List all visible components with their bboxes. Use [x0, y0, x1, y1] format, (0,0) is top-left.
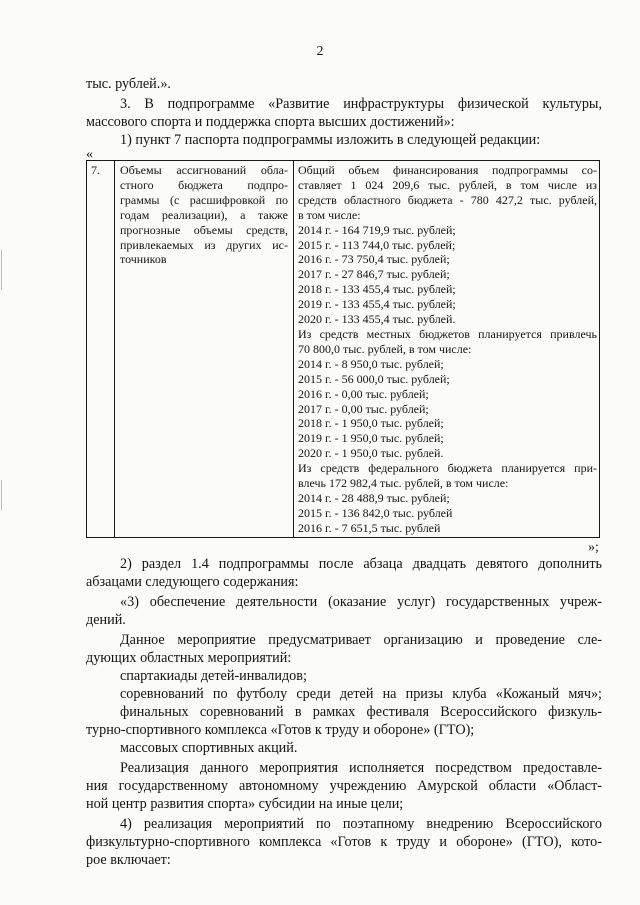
body-line: спартакиады детей-инвалидов; — [120, 668, 307, 684]
body-line: соревнований по футболу среди детей на призы клуба «Кожаный мяч»; — [120, 686, 602, 702]
content-line: 2017 г. - 27 846,7 тыс. рублей; — [298, 267, 450, 282]
scan-edge-mark — [1, 250, 2, 290]
content-line: 2015 г. - 56 000,0 тыс. рублей; — [298, 371, 450, 386]
open-quote: « — [86, 147, 93, 162]
body-line: 4) реализация мероприятий по поэтапному внедрению Всероссийского — [120, 816, 602, 832]
label-line: годам реализации), а также — [120, 207, 288, 222]
body-line: финальных соревнований в рамках фестиваля Всероссийского физкуль- — [120, 704, 602, 720]
close-quote: »; — [588, 540, 599, 555]
body-line: ной центр развития спорта» субсидии на иные цели; — [86, 796, 404, 812]
content-line: 2014 г. - 28 488,9 тыс. рублей; — [298, 490, 450, 505]
body-line: «3) обеспечение деятельности (оказание услуг) государственных учреж- — [120, 594, 602, 610]
label-line: граммы (с расшифровкой по — [120, 192, 288, 207]
label-line: точников — [120, 252, 167, 267]
passport-table — [86, 160, 600, 538]
body-line: турно-спортивного комплекса «Готов к труду и обороне» (ГТО); — [86, 722, 475, 738]
body-line: ния государственному автономному учреждению Амурской области «Област- — [86, 778, 602, 794]
table-row-number: 7. — [91, 163, 100, 177]
text-line: массового спорта и поддержка спорта высших достижений»: — [86, 114, 455, 130]
body-line: дующих областных мероприятий: — [86, 650, 292, 666]
body-line: дений. — [86, 612, 126, 628]
content-line: 2016 г. - 0,00 тыс. рублей; — [298, 386, 429, 401]
label-line: стного бюджета подпро- — [120, 177, 288, 192]
content-line: 2015 г. - 136 842,0 тыс. рублей — [298, 505, 453, 520]
body-line: Данное мероприятие предусматривает организацию и проведение сле- — [120, 632, 602, 648]
text-line: 3. В подпрограмме «Развитие инфраструктуры физической культуры, — [120, 96, 602, 112]
content-line: 70 800,0 тыс. рублей, в том числе: — [298, 341, 472, 356]
content-line: влечь 172 982,4 тыс. рублей, в том числе: — [298, 476, 509, 491]
body-line: физкультурно-спортивного комплекса «Готов к труду и обороне» (ГТО), кото- — [86, 834, 602, 850]
content-line: средств областного бюджета - 780 427,2 тыс. рублей, — [298, 192, 597, 207]
content-line: 2017 г. - 0,00 тыс. рублей; — [298, 401, 429, 416]
body-line: 2) раздел 1.4 подпрограммы после абзаца двадцать девятого дополнить — [120, 556, 602, 572]
table-content-cell — [298, 163, 597, 536]
content-line: 2018 г. - 133 455,4 тыс. рублей; — [298, 282, 456, 297]
content-line: 2016 г. - 7 651,5 тыс. рублей — [298, 520, 441, 535]
table-divider — [114, 161, 115, 537]
content-line: ставляет 1 024 209,6 тыс. рублей, в том числе из — [298, 177, 597, 192]
scan-edge-mark — [1, 480, 2, 510]
text-line: 1) пункт 7 паспорта подпрограммы изложить в следующей редакции: — [120, 132, 541, 148]
content-line: 2019 г. - 1 950,0 тыс. рублей; — [298, 431, 444, 446]
content-line: Общий объем финансирования подпрограммы со- — [298, 163, 597, 177]
body-line: рое включает: — [86, 852, 171, 868]
content-line: 2018 г. - 1 950,0 тыс. рублей; — [298, 416, 444, 431]
label-line: прогнозные объемы средств, — [120, 222, 288, 237]
body-line: Реализация данного мероприятия исполняется посредством предоставле- — [120, 760, 602, 776]
content-line: 2015 г. - 113 744,0 тыс. рублей; — [298, 237, 456, 252]
content-line: 2016 г. - 73 750,4 тыс. рублей; — [298, 252, 450, 267]
content-line: Из средств федерального бюджета планируется при- — [298, 461, 597, 476]
content-line: в том числе: — [298, 207, 361, 222]
body-line: абзацами следующего содержания: — [86, 574, 299, 590]
table-divider — [293, 161, 294, 537]
content-line: 2020 г. - 1 950,0 тыс. рублей. — [298, 446, 444, 461]
text-line: тыс. рублей.». — [86, 76, 171, 92]
page-number: 2 — [316, 44, 324, 59]
table-label-cell — [120, 163, 288, 267]
body-line: массовых спортивных акций. — [120, 740, 298, 756]
content-line: 2014 г. - 164 719,9 тыс. рублей; — [298, 222, 456, 237]
label-line: привлекаемых из других ис- — [120, 237, 288, 252]
content-line: 2014 г. - 8 950,0 тыс. рублей; — [298, 356, 444, 371]
label-line: Объемы ассигнований обла- — [120, 163, 288, 177]
content-line: Из средств местных бюджетов планируется привлечь — [298, 326, 597, 341]
content-line: 2020 г. - 133 455,4 тыс. рублей. — [298, 312, 456, 327]
content-line: 2019 г. - 133 455,4 тыс. рублей; — [298, 297, 456, 312]
